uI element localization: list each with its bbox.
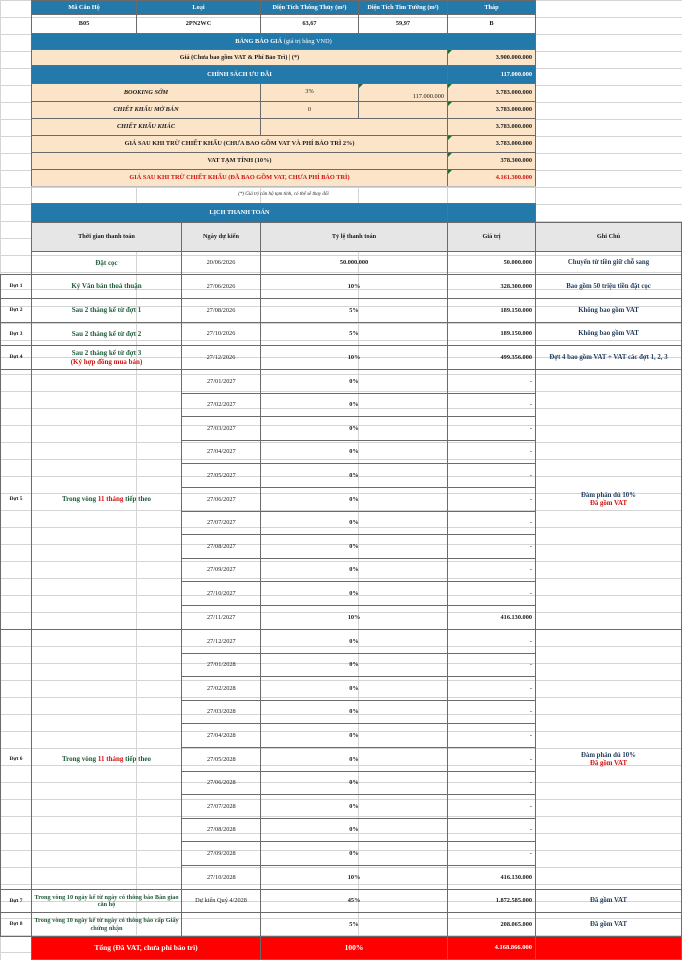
phase-row-phase: Đợt 1	[0, 274, 32, 299]
phase-row-label	[31, 298, 182, 323]
phase6-item-rate: 0%	[260, 794, 448, 819]
phase-row-note: Không bao gồm VAT	[535, 298, 682, 323]
phase5-item-date: 27/09/2027	[181, 558, 261, 582]
col-date: Ngày dự kiến	[181, 222, 261, 252]
phase6-item-date: 27/07/2028	[181, 794, 261, 819]
phase6-item-value: -	[447, 841, 536, 866]
col-time: Thời gian thanh toán	[31, 222, 182, 252]
open-discount-pct: 0	[260, 101, 359, 119]
open-discount-value: 3.783.000.000	[447, 101, 536, 119]
col-value: Giá trị	[447, 222, 536, 252]
phase5-item-date: 27/01/2027	[181, 369, 261, 394]
phase5-note-line1: Đàm phán dủ 10%	[581, 491, 636, 499]
phase5-item-value: -	[447, 511, 536, 535]
phase5-item-rate: 0%	[260, 581, 448, 606]
phase-row-value: 328.300.000	[447, 274, 536, 299]
phase-row-label-text: Ký Văn bản thoả thuận	[71, 282, 142, 291]
phase5-item-date: 27/11/2027	[181, 605, 261, 630]
phase7-value: 1.872.585.000	[447, 889, 536, 913]
unit-type: 2PN2WC	[136, 14, 261, 34]
phase6-item-date: 27/09/2028	[181, 841, 261, 866]
phase5-item-date: 27/04/2027	[181, 440, 261, 464]
phase7-label: Đợt 7	[0, 889, 32, 913]
unit-code: B05	[31, 14, 137, 34]
phase6-item-rate: 10%	[260, 865, 448, 890]
phase5-item-rate: 0%	[260, 487, 448, 512]
unit-area-gross: 59,97	[358, 14, 448, 34]
phase6-item-rate: 0%	[260, 653, 448, 677]
phase5-item-rate: 0%	[260, 558, 448, 582]
phase-row-value: 189.150.000	[447, 322, 536, 346]
phase6-months: 11 tháng	[97, 755, 124, 764]
phase-row-rate: 5%	[260, 322, 448, 346]
col-rate: Tỷ lệ thanh toán	[260, 222, 448, 252]
phase5-item-value: -	[447, 487, 536, 512]
phase6-item-value: -	[447, 747, 536, 772]
schedule-title-ext	[447, 203, 536, 223]
phase5-item-rate: 0%	[260, 369, 448, 394]
vat-label: VAT TẠM TÍNH (10%)	[31, 152, 448, 170]
quote-title: BẢNG BÁO GIÁ (giá trị bằng VND)	[31, 33, 536, 50]
phase5-label: Đợt 5	[0, 369, 32, 630]
phase-row-date: 27/12/2026	[181, 345, 261, 370]
phase5-item-rate: 10%	[260, 605, 448, 630]
phase5-item-value: -	[447, 369, 536, 394]
phase5-item-value: -	[447, 393, 536, 417]
price-label: Giá (Chưa bao gồm VAT & Phí Bảo Trì) | (*)	[31, 49, 448, 66]
phase5-item-value: -	[447, 416, 536, 441]
phase5-item-date: 27/05/2027	[181, 463, 261, 488]
price-value: 3.900.000.000	[447, 49, 536, 66]
vat-value: 378.300.000	[447, 152, 536, 170]
phase6-item-date: 27/10/2028	[181, 865, 261, 890]
policy-label: CHÍNH SÁCH ƯU ĐÃI	[31, 65, 448, 84]
booking-value: 3.783.000.000	[447, 83, 536, 102]
phase6-item-value: -	[447, 653, 536, 677]
deposit-date: 20/06/2026	[181, 251, 261, 275]
phase5-desc: Trong vòng 11 tháng tiếp theo	[31, 369, 182, 630]
phase6-item-date: 27/03/2028	[181, 700, 261, 724]
phase-row-phase: Đợt 2	[0, 298, 32, 323]
policy-value: 117.000.000	[447, 65, 536, 84]
final-price-label: GIÁ SAU KHI TRỪ CHIẾT KHẤU (ĐÃ BAO GỒM VAT, CHƯA PHÍ BẢO TRÌ)	[31, 169, 448, 187]
phase6-item-date: 27/05/2028	[181, 747, 261, 772]
col-note: Ghi Chú	[535, 222, 682, 252]
phase-row-rate: 10%	[260, 274, 448, 299]
booking-pct: 3%	[260, 83, 359, 102]
deposit-label: Đặt cọc	[31, 251, 182, 275]
final-price-value: 4.161.300.000	[447, 169, 536, 187]
phase-row-phase: Đợt 3	[0, 322, 32, 346]
phase6-label: Đợt 6	[0, 629, 32, 890]
phase8-desc: Trong vòng 10 ngày kể từ ngày có thông báo cấp Giấy chứng nhận	[31, 912, 182, 937]
phase5-item-date: 27/07/2027	[181, 511, 261, 535]
phase6-item-rate: 0%	[260, 841, 448, 866]
phase5-item-value: -	[447, 581, 536, 606]
open-discount-empty	[358, 101, 448, 119]
phase7-rate: 45%	[260, 889, 448, 913]
phase6-item-rate: 0%	[260, 629, 448, 654]
phase6-item-value: -	[447, 794, 536, 819]
phase-row-date: 27/10/2026	[181, 322, 261, 346]
phase6-item-date: 27/08/2028	[181, 818, 261, 842]
phase-row-label	[31, 345, 182, 370]
phase6-item-value: -	[447, 818, 536, 842]
footnote: (*) Giá trị căn hộ tạm tính, có thể sẽ thay đổi	[31, 186, 536, 204]
phase6-item-value: 416.130.000	[447, 865, 536, 890]
phase-row-value: 499.356.000	[447, 345, 536, 370]
phase6-item-value: -	[447, 771, 536, 795]
phase-row-note: Đợt 4 bao gồm VAT + VAT các đợt 1, 2, 3	[535, 345, 682, 370]
phase5-note	[535, 369, 682, 630]
phase5-item-value: -	[447, 463, 536, 488]
phase7-note: Đã gồm VAT	[535, 889, 682, 913]
booking-label: BOOKING SỚM	[31, 83, 261, 102]
total-label: Tổng (Đã VAT, chưa phí bảo trì)	[31, 936, 261, 960]
phase6-item-date: 27/04/2028	[181, 723, 261, 748]
phase6-item-rate: 0%	[260, 723, 448, 748]
phase-row-label-sub: (Ký hợp đồng mua bán)	[70, 357, 143, 366]
total-value: 4.168.866.000	[447, 936, 536, 960]
phase6-item-date: 27/12/2027	[181, 629, 261, 654]
phase6-item-rate: 0%	[260, 818, 448, 842]
deposit-note: Chuyển từ tiền giữ chỗ sang	[535, 251, 682, 275]
phase-row-label-text: Sau 2 tháng kể từ đợt 1	[71, 306, 142, 315]
header-col-area-gross: Diện Tích Tim Tường (m²)	[358, 0, 448, 15]
phase5-item-date: 27/03/2027	[181, 416, 261, 441]
phase6-item-value: -	[447, 700, 536, 724]
phase-row-date: 27/08/2026	[181, 298, 261, 323]
phase8-label: Đợt 8	[0, 912, 32, 937]
other-discount-value: 3.783.000.000	[447, 118, 536, 136]
phase6-note-line2: Đã gồm VAT	[589, 759, 627, 767]
phase5-item-rate: 0%	[260, 416, 448, 441]
phase-row-label-text: Sau 2 tháng kể từ đợt 2	[71, 329, 142, 338]
phase-row-label-text: Sau 2 tháng kể từ đợt 3	[71, 349, 142, 358]
phase5-item-date: 27/02/2027	[181, 393, 261, 417]
deposit-value: 50.000.000	[447, 251, 536, 275]
total-note	[535, 936, 682, 960]
other-discount-empty	[260, 118, 448, 136]
booking-amount: 117.000.000	[358, 83, 448, 102]
phase5-note-line2: Đã gồm VAT	[589, 499, 627, 507]
header-col-unit: Mã Căn Hộ	[31, 0, 137, 15]
unit-area-net: 63,67	[260, 14, 359, 34]
phase6-item-rate: 0%	[260, 747, 448, 772]
phase7-date: Dự kiến Quý 4/2028	[181, 889, 261, 913]
phase7-desc: Trong vòng 10 ngày kể từ ngày có thông báo Bàn giao căn hộ	[31, 889, 182, 913]
phase5-item-value: -	[447, 440, 536, 464]
phase-row-note: Không bao gồm VAT	[535, 322, 682, 346]
phase6-item-date: 27/06/2028	[181, 771, 261, 795]
phase-row-rate: 5%	[260, 298, 448, 323]
phase5-item-date: 27/10/2027	[181, 581, 261, 606]
phase8-rate: 5%	[260, 912, 448, 937]
phase-row-label	[31, 274, 182, 299]
phase6-item-rate: 0%	[260, 771, 448, 795]
schedule-title: LỊCH THANH TOÁN	[31, 203, 448, 223]
after-discount-value: 3.783.000.000	[447, 135, 536, 153]
phase6-item-date: 27/02/2028	[181, 676, 261, 701]
phase5-item-rate: 0%	[260, 511, 448, 535]
phase6-item-rate: 0%	[260, 700, 448, 724]
open-discount-label: CHIẾT KHẤU MỞ BÁN	[31, 101, 261, 119]
phase6-note	[535, 629, 682, 890]
phase5-item-date: 27/06/2027	[181, 487, 261, 512]
phase-row-value: 189.150.000	[447, 298, 536, 323]
phase5-item-rate: 0%	[260, 463, 448, 488]
phase-row-label	[31, 322, 182, 346]
phase5-item-date: 27/08/2027	[181, 534, 261, 559]
header-col-tower: Tháp	[447, 0, 536, 15]
phase-row-phase: Đợt 4	[0, 345, 32, 370]
phase5-item-rate: 0%	[260, 393, 448, 417]
phase6-item-date: 27/01/2028	[181, 653, 261, 677]
phase8-value: 208.065.000	[447, 912, 536, 937]
phase5-item-value: 416.130.000	[447, 605, 536, 630]
phase5-months: 11 tháng	[97, 495, 124, 504]
phase6-note-line1: Đàm phán dủ 10%	[581, 751, 636, 759]
header-col-type: Loại	[136, 0, 261, 15]
phase5-item-value: -	[447, 534, 536, 559]
total-rate: 100%	[260, 936, 448, 960]
phase5-item-value: -	[447, 558, 536, 582]
phase6-item-rate: 0%	[260, 676, 448, 701]
phase8-date	[181, 912, 261, 937]
phase6-item-value: -	[447, 676, 536, 701]
phase5-item-rate: 0%	[260, 534, 448, 559]
phase6-item-value: -	[447, 629, 536, 654]
phase-row-note: Bao gồm 50 triệu tiền đặt cọc	[535, 274, 682, 299]
phase8-note: Đã gồm VAT	[535, 912, 682, 937]
phase6-item-value: -	[447, 723, 536, 748]
other-discount-label: CHIẾT KHẤU KHÁC	[31, 118, 261, 136]
phase-row-date: 27/06/2026	[181, 274, 261, 299]
after-discount-label: GIÁ SAU KHI TRỪ CHIẾT KHẤU (CHƯA BAO GỒM VAT VÀ PHÍ BẢO TRÌ 2%)	[31, 135, 448, 153]
deposit-rate: 50.000.000	[260, 251, 448, 275]
phase6-desc: Trong vòng 11 tháng tiếp theo	[31, 629, 182, 890]
phase5-item-rate: 0%	[260, 440, 448, 464]
phase-row-rate: 10%	[260, 345, 448, 370]
header-col-area-net: Diện Tích Thông Thủy (m²)	[260, 0, 359, 15]
unit-tower: B	[447, 14, 536, 34]
